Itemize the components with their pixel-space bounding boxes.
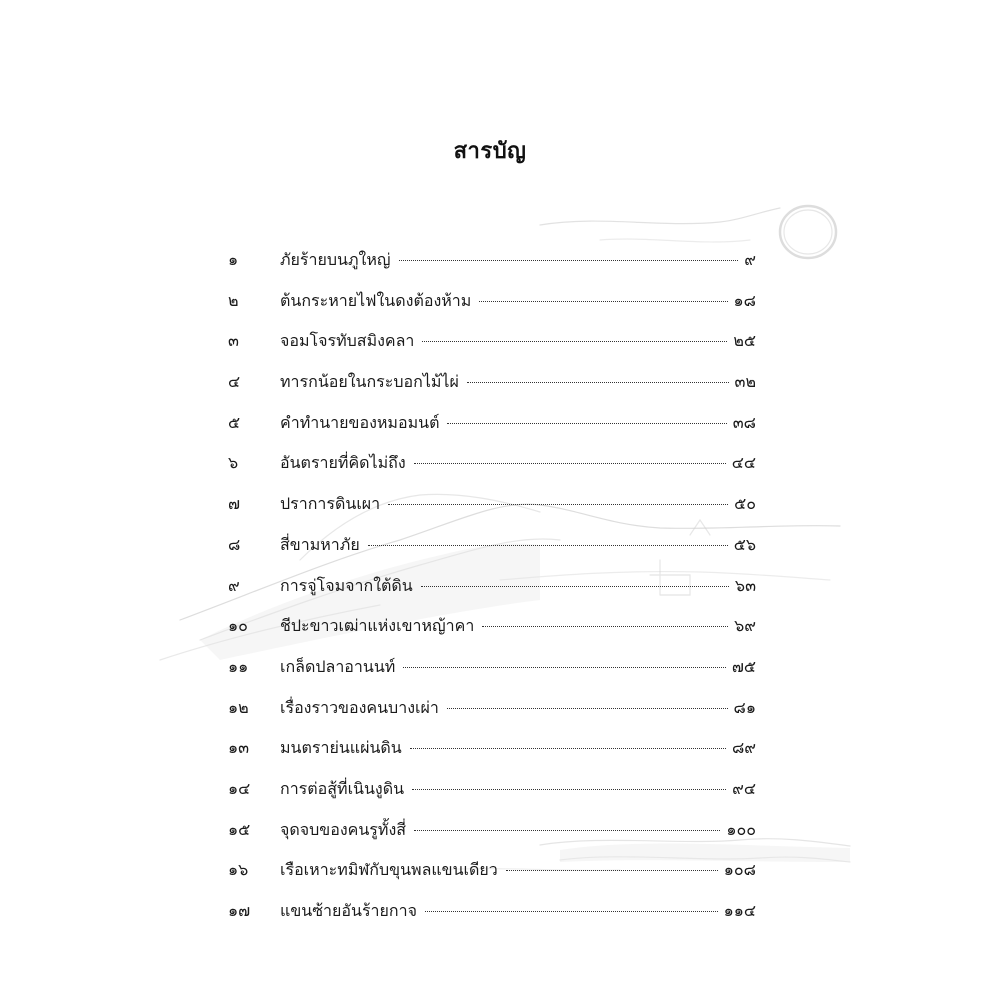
chapter-number: ๘ [228,534,241,554]
chapter-title: ต้นกระหายไฟในดงต้องห้าม [280,290,472,310]
page-number: ๕๖ [733,534,756,554]
page-number: ๙ [744,250,756,269]
chapter-title: ทารกน้อยในกระบอกไม้ไผ่ [280,372,459,392]
toc-entry [228,451,756,492]
dot-leader [482,626,728,627]
toc-entry [228,533,756,574]
dot-leader [421,586,729,587]
toc-entry [228,492,756,533]
page-number: ๘๙ [731,738,756,758]
dot-leader [412,789,726,790]
page-number: ๓๘ [732,412,756,432]
chapter-title: มนตราย่นแผ่นดิน [280,738,402,758]
chapter-title: จอมโจรทับสมิงคลา [280,331,415,351]
toc-entry [228,370,756,411]
table-of-contents [228,248,756,940]
page-number: ๑๘ [733,290,756,310]
page-title: สารบัญ [453,138,527,164]
toc-entry [228,777,756,818]
toc-entry [228,574,756,615]
chapter-title: ชีปะขาวเฒ่าแห่งเขาหญ้าคา [280,616,475,636]
chapter-title: จุดจบของคนรูทั้งสี่ [280,819,407,839]
dot-leader [410,748,726,749]
dot-leader [403,667,726,668]
chapter-number: ๑๕ [228,819,251,839]
toc-entry [228,329,756,370]
toc-entry [228,411,756,452]
chapter-title: ปราการดินเผา [280,494,381,514]
dot-leader [447,423,726,424]
page-number: ๘๑ [733,697,756,717]
chapter-number: ๑๑ [228,656,249,676]
page-number: ๓๒ [734,372,756,392]
page-number: ๕๐ [734,494,756,514]
page-number: ๗๕ [731,656,756,676]
chapter-title: ภัยร้ายบนภูใหญ่ [280,250,391,269]
chapter-title: สี่ขามหาภัย [280,534,360,554]
page-number: ๑๐๐ [726,819,756,839]
chapter-title: แขนซ้ายอันร้ายกาจ [280,901,417,920]
chapter-number: ๑๓ [228,738,250,758]
page-number: ๖๓ [734,575,756,595]
toc-entry [228,614,756,655]
chapter-number: ๔ [228,372,241,392]
dot-leader [399,260,739,261]
chapter-number: ๑๔ [228,778,251,798]
chapter-number: ๑ [228,250,239,269]
chapter-number: ๗ [228,494,241,514]
chapter-title: การจู่โจมจากใต้ดิน [280,575,413,595]
chapter-number: ๙ [228,575,240,595]
chapter-number: ๖ [228,453,239,473]
toc-entry [228,736,756,777]
toc-entry [228,289,756,330]
dot-leader [447,708,728,709]
chapter-title: การต่อสู้ที่เนินงูดิน [280,778,405,798]
toc-entry [228,696,756,737]
page-number: ๒๕ [733,331,756,351]
chapter-title: เกล็ดปลาอานนท์ [280,656,396,676]
dot-leader [414,830,720,831]
dot-leader [368,545,728,546]
dot-leader [422,341,727,342]
chapter-title: คำทำนายของหมอมนต์ [280,412,440,432]
chapter-number: ๒ [228,290,239,310]
page-number: ๔๔ [731,453,756,473]
toc-entry [228,818,756,859]
dot-leader [479,301,727,302]
chapter-number: ๑๖ [228,860,249,880]
dot-leader [506,870,718,871]
page-number: ๖๙ [734,616,756,636]
toc-entry [228,858,756,899]
chapter-number: ๓ [228,331,239,351]
page-number: ๑๑๔ [723,901,756,920]
chapter-title: เรือเหาะทมิฬกับขุนพลแขนเดียว [280,860,498,880]
chapter-title: เรื่องราวของคนบางเผ่า [280,697,439,717]
dot-leader [414,463,726,464]
chapter-title: อันตรายที่คิดไม่ถึง [280,453,406,473]
chapter-number: ๑๐ [228,616,248,636]
dot-leader [388,504,728,505]
page-number: ๑๐๘ [723,860,756,880]
chapter-number: ๑๗ [228,901,251,920]
chapter-number: ๑๒ [228,697,249,717]
dot-leader [467,382,729,383]
page-number: ๙๔ [732,778,756,798]
toc-entry [228,899,756,940]
toc-entry [228,248,756,289]
toc-entry [228,655,756,696]
dot-leader [425,911,718,912]
chapter-number: ๕ [228,412,241,432]
